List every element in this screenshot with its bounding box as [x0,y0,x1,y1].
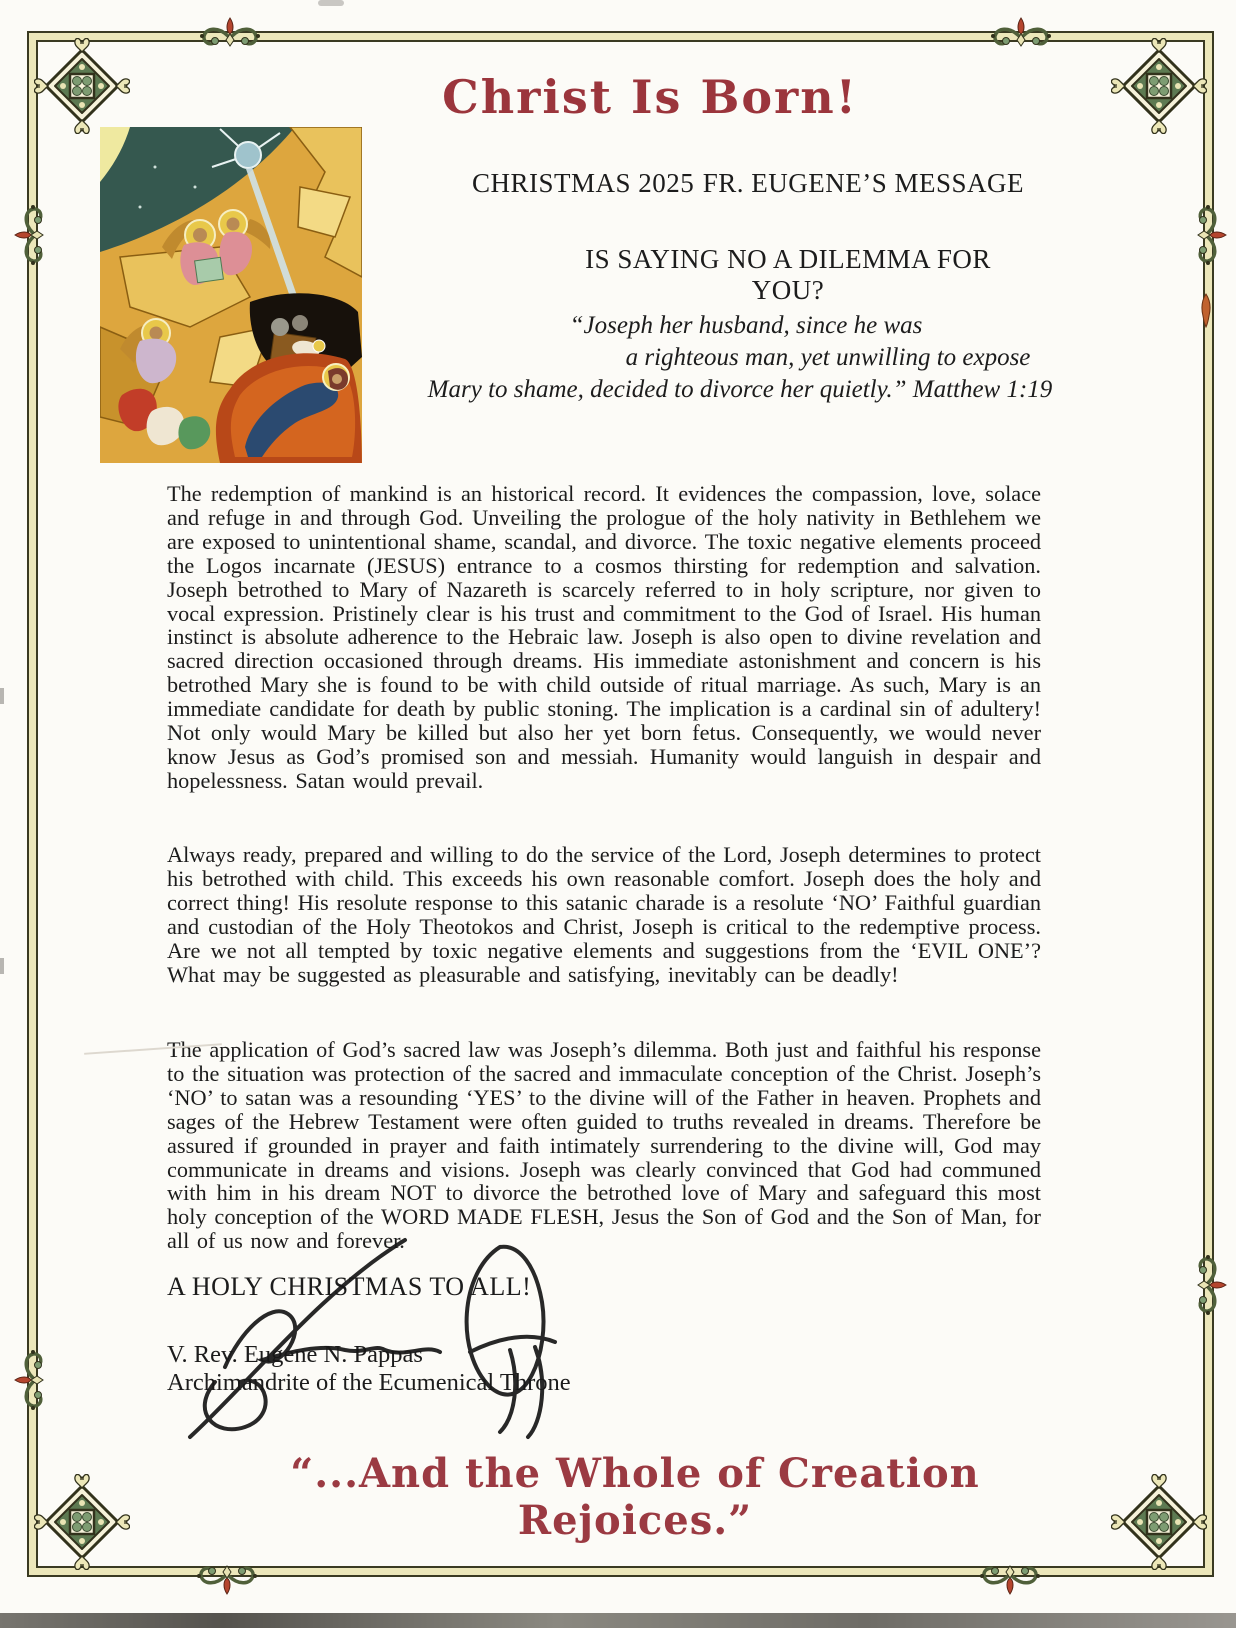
fleur-ornament-right-1 [1188,203,1228,267]
quote-line: a righteous man, yet unwilling to expose [625,344,1031,371]
scan-edge-mark [0,688,4,704]
footer-motto: “...And the Whole of Creation Rejoices.” [290,1450,980,1544]
quote-line: “Joseph her husband, since he was [569,312,923,339]
signatory-title: Archimandrite of the Ecumenical Throne [167,1369,571,1396]
subtitle-author: FR. EUGENE’S MESSAGE [702,168,1024,198]
page-title: Christ Is Born! [442,70,858,124]
fleur-ornament-bottom-2 [978,1556,1042,1596]
signatory-name: V. Rev. Eugene N. Pappas [167,1341,423,1368]
body-paragraph-3: The application of God’s sacred law was Joseph’s dilemma. Both just and faithful his response to the situation was protection of the sacred and immaculate conception of the Christ. Joseph’s ‘NO’ to satan was a resounding ‘YES’ to the divine will of the Father in heaven. Prophets and sages of the Hebrew Testament were often guided to truths revealed in dreams. Therefore be assured if grounded in prayer and faith intimately surrendering to the divine will, God may communicate in dreams and visions. Joseph was clearly convinced that God had communed with him in his dream NOT to divorce the betrothed love of Mary and safeguard this most holy conception of the WORD MADE FLESH, Jesus the Son of God and the Son of Man, for all of us now and forever. [167,1037,1041,1254]
corner-ornament-top-right [1111,38,1207,134]
nativity-icon [100,127,362,463]
scripture-quote [368,310,1112,406]
scan-smudge [318,0,344,6]
headline: IS SAYING NO A DILEMMA FOR YOU? [585,244,991,305]
border-tassel-ornament [1198,292,1214,328]
scan-edge-mark [0,958,4,974]
subtitle-date: CHRISTMAS 2025 [472,168,695,198]
corner-ornament-bottom-right [1111,1474,1207,1570]
fleur-ornament-top-1 [198,16,262,56]
signature-script [170,1232,570,1442]
fleur-ornament-right-2 [1188,1253,1228,1317]
fleur-ornament-left-2 [13,1348,53,1412]
fleur-ornament-top-2 [989,16,1053,56]
body-paragraph-2: Always ready, prepared and willing to do the service of the Lord, Joseph determines to protect his betrothed with child. This exceeds his own reasonable comfort. Joseph does the holy and correct thing! His resolute response to this satanic charade is a resolute ‘NO’ Faithful guardian and custodian of the Holy Theotokos and Christ, Joseph is critical to the redemptive process. Are we not all tempted by toxic negative elements and suggestions from the ‘EVIL ONE’? What may be suggested as pleasurable and satisfying, inevitably can be deadly! [167,842,1041,987]
fleur-ornament-left-1 [13,203,53,267]
scan-shadow-bottom [0,1613,1236,1628]
subtitle-row [472,168,1024,199]
corner-ornament-bottom-left [34,1474,130,1570]
quote-line: Mary to shame, decided to divorce her quietly.” Matthew 1:19 [427,376,1053,403]
body-paragraph-1: The redemption of mankind is an historical record. It evidences the compassion, love, solace and refuge in and through God. Unveiling the prologue of the holy nativity in Bethlehem we are exposed to unintentional shame, scandal, and divorce. The toxic negative elements proceed the Logos incarnate (JESUS) entrance to a cosmos thirsting for redemption and salvation. Joseph betrothed to Mary of Nazareth is scarcely referred to in holy scripture, nor given to vocal expression. Pristinely clear is his trust and commitment to the God of Israel. His human instinct is absolute adherence to the Hebraic law. Joseph is also open to divine revelation and sacred direction occasioned through dreams. His immediate astonishment and concern is his betrothed Mary she is found to be with child outside of ritual marriage. As such, Mary is an immediate candidate for death by public stoning. The implication is a cardinal sin of adultery! Not only would Mary be killed but also her yet born fetus. Consequently, we would never know Jesus as God’s promised son and messiah. Humanity would languish in despair and hopelessness. Satan would prevail. [167,481,1041,793]
closing-line: A HOLY CHRISTMAS TO ALL! [167,1272,532,1301]
fleur-ornament-bottom-1 [195,1556,259,1596]
corner-ornament-top-left [34,38,130,134]
